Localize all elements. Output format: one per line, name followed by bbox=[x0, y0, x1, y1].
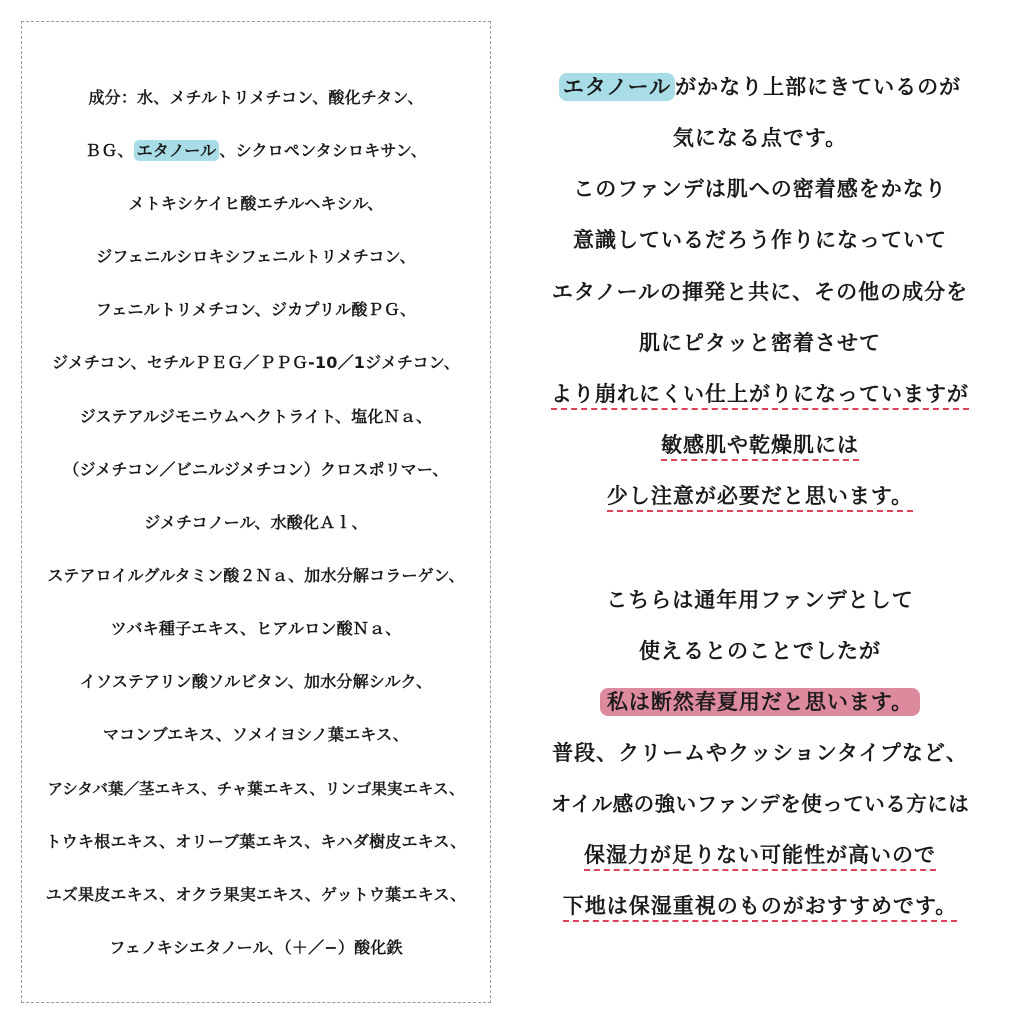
ingredient-line: 成分：水、メチルトリメチコン、酸化チタン、 bbox=[88, 88, 424, 107]
comment-line: 普段、クリームやクッションタイプなど、 bbox=[552, 741, 968, 765]
ingredient-line: フェノキシエタノール、（＋／−）酸化鉄 bbox=[109, 938, 403, 957]
ingredient-line: ユズ果皮エキス、オクラ果実エキス、ゲットウ葉エキス、 bbox=[45, 885, 467, 904]
comment-line: こちらは通年用ファンデとして bbox=[606, 588, 914, 612]
comment-line: 肌にピタッと密着させて bbox=[639, 331, 881, 355]
comment-line bbox=[500, 70, 1020, 104]
ingredient-line: ジステアルジモニウムヘクトライト、塩化Ｎａ、 bbox=[79, 407, 433, 426]
ethanol-highlight: エタノール bbox=[559, 73, 675, 101]
comment-line bbox=[500, 889, 1020, 923]
underlined-text: より崩れにくい仕上がりになっていますが bbox=[551, 382, 969, 410]
comment-line bbox=[500, 479, 1020, 513]
underlined-text: 下地は保湿重視のものがおすすめです。 bbox=[563, 894, 958, 922]
underlined-text: 敏感肌や乾燥肌には bbox=[661, 433, 859, 461]
comment-line bbox=[500, 428, 1020, 462]
ingredient-line: フェニルトリメチコン、ジカプリル酸ＰＧ、 bbox=[95, 300, 417, 319]
ingredient-line bbox=[22, 139, 490, 163]
ethanol-highlight: エタノール bbox=[134, 140, 220, 161]
underlined-text: 少し注意が必要だと思います。 bbox=[607, 484, 913, 512]
comment-line: 使えるとのことでしたが bbox=[639, 639, 881, 663]
comment-line: 気になる点です。 bbox=[672, 126, 848, 150]
comment-line bbox=[500, 838, 1020, 872]
comment-line: このファンデは肌への密着感をかなり bbox=[573, 177, 947, 201]
ingredient-line: ジメチコノール、水酸化Ａｌ、 bbox=[144, 513, 368, 532]
comment-line bbox=[500, 377, 1020, 411]
ingredient-text: ＢＧ、 bbox=[85, 141, 134, 160]
pink-highlight: 私は断然春夏用だと思います。 bbox=[600, 688, 920, 716]
comment-line: 意識しているだろう作りになっていて bbox=[573, 228, 947, 252]
ingredient-line: ジメチコン、セチルＰＥＧ／ＰＰＧ-10／1ジメチコン、 bbox=[52, 353, 460, 372]
ingredient-text: 、シクロペンタシロキサン、 bbox=[219, 141, 427, 160]
comment-line: エタノールの揮発と共に、その他の成分を bbox=[551, 280, 969, 304]
ingredient-line: ジフェニルシロキシフェニルトリメチコン、 bbox=[96, 247, 416, 266]
underlined-text: 保湿力が足りない可能性が高いので bbox=[584, 843, 936, 871]
ingredient-line: イソステアリン酸ソルビタン、加水分解シルク、 bbox=[79, 672, 433, 691]
ingredient-line: トウキ根エキス、オリーブ葉エキス、キハダ樹皮エキス、 bbox=[45, 832, 467, 851]
ingredient-line: ステアロイルグルタミン酸２Ｎａ、加水分解コラーゲン、 bbox=[47, 566, 465, 585]
ingredient-line: マコンブエキス、ソメイヨシノ葉エキス、 bbox=[102, 725, 410, 744]
comment-line: オイル感の強いファンデを使っている方には bbox=[550, 792, 970, 816]
ingredient-line: （ジメチコン／ビニルジメチコン）クロスポリマー、 bbox=[63, 460, 449, 479]
ingredient-line: ツバキ種子エキス、ヒアルロン酸Ｎａ、 bbox=[110, 619, 402, 638]
ingredient-line: メトキシケイヒ酸エチルヘキシル、 bbox=[128, 194, 384, 213]
comment-line bbox=[500, 685, 1020, 719]
ingredient-line: アシタバ葉／茎エキス、チャ葉エキス、リンゴ果実エキス、 bbox=[47, 780, 465, 798]
ingredients-panel bbox=[21, 21, 491, 1003]
comment-text: がかなり上部にきているのが bbox=[675, 75, 962, 99]
